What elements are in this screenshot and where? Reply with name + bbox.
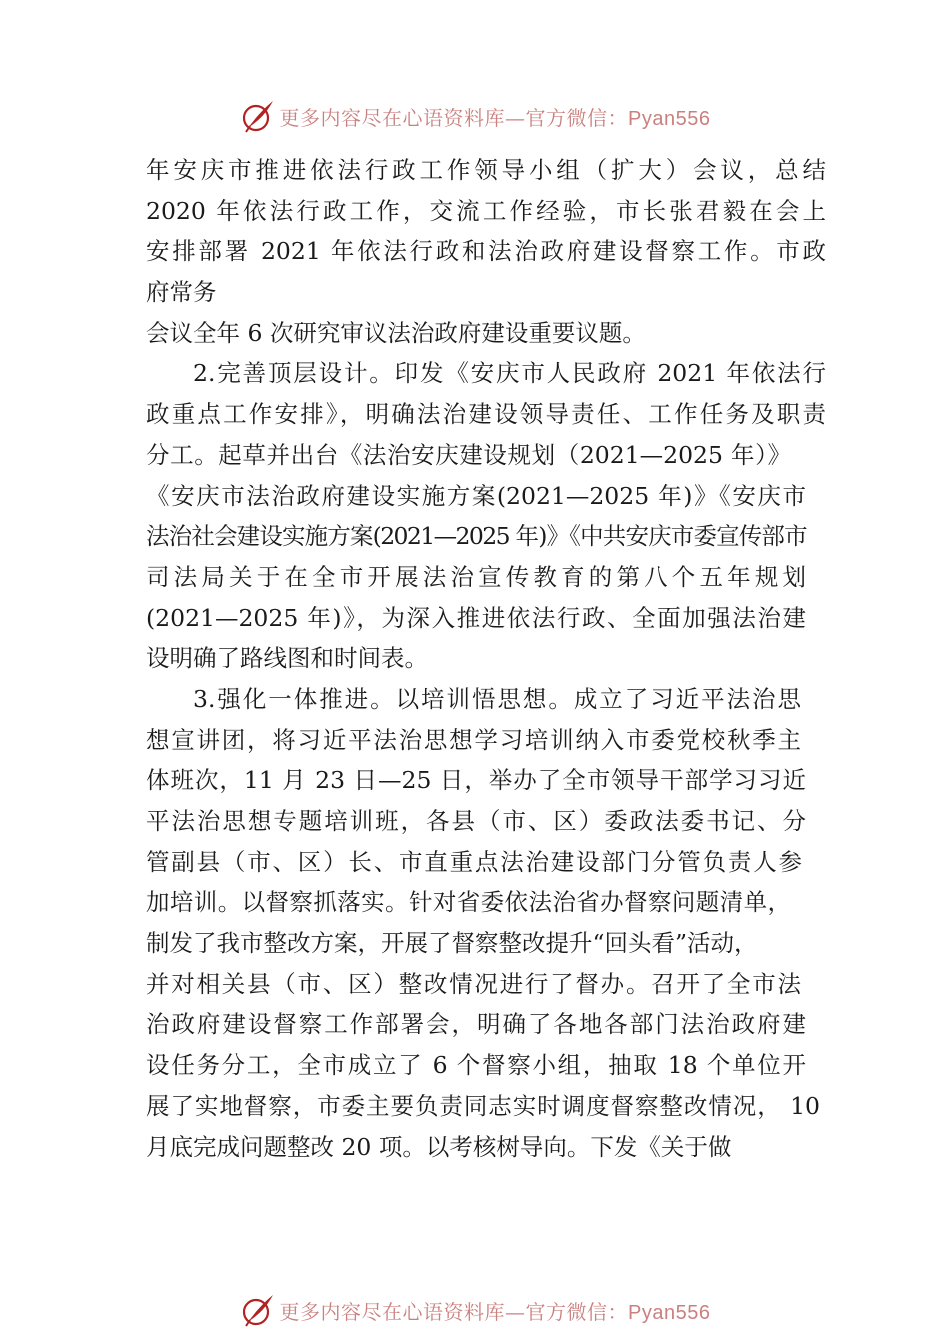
- text-line: 司法局关于在全市开展法治宣传教育的第八个五年规划: [146, 562, 806, 591]
- text-line: 安排部署 2021 年依法行政和法治政府建设督察工作。市政: [146, 237, 826, 266]
- text-line: 年安庆市推进依法行政工作领导小组（扩大）会议，总结: [146, 156, 826, 184]
- wechat-id: Pyan556: [628, 1301, 711, 1324]
- text-line: (2021—2025 年)》，为深入推进依法行政、全面加强法治建: [146, 603, 806, 632]
- text-line: 制发了我市整改方案，开展了督察整改提升“回头看”活动，: [146, 929, 758, 958]
- text-line: 分工。起草并出台《法治安庆建设规划（2021—2025 年）》: [146, 440, 791, 469]
- quill-logo-icon: [240, 1292, 276, 1328]
- text-line: 加培训。以督察抓落实。针对省委依法治省办督察问题清单，: [146, 888, 791, 917]
- text-line: 会议全年 6 次研究审议法治政府建设重要议题。: [146, 318, 646, 347]
- text-line: 治政府建设督察工作部署会，明确了各地各部门法治政府建: [146, 1010, 806, 1039]
- text-line: 设任务分工，全市成立了 6 个督察小组，抽取 18 个单位开: [146, 1051, 806, 1080]
- text-line: 政重点工作安排》，明确法治建设领导责任、工作任务及职责: [146, 400, 826, 429]
- text-line: 管副县（市、区）长、市直重点法治建设部门分管负责人参: [146, 847, 802, 876]
- text-line: 体班次，11 月 23 日—25 日，举办了全市领导干部学习习近: [146, 766, 806, 795]
- banner-text: 更多内容尽在心语资料库—官方微信：: [279, 105, 629, 130]
- text-line: 法治社会建设实施方案(2021—2025 年)》《中共安庆市委宣传部市: [146, 522, 806, 551]
- text-line: 3.强化一体推进。以培训悟思想。成立了习近平法治思: [193, 684, 801, 713]
- text-line: 《安庆市法治政府建设实施方案(2021—2025 年)》《安庆市: [146, 481, 806, 510]
- text-line: 并对相关县（市、区）整改情况进行了督办。召开了全市法: [146, 969, 801, 998]
- text-line: 平法治思想专题培训班，各县（市、区）委政法委书记、分: [146, 807, 806, 835]
- text-line: 2.完善顶层设计。印发《安庆市人民政府 2021 年依法行: [193, 359, 826, 388]
- text-line: 2020 年依法行政工作，交流工作经验，市长张君毅在会上: [146, 196, 826, 225]
- banner-text: 更多内容尽在心语资料库—官方微信：: [279, 1299, 629, 1324]
- document-body: [146, 150, 826, 1167]
- header-banner: [0, 96, 950, 136]
- text-line: 设明确了路线图和时间表。: [146, 644, 428, 673]
- text-line: 想宣讲团，将习近平法治思想学习培训纳入市委党校秋季主: [146, 725, 801, 754]
- quill-logo-icon: [240, 98, 276, 134]
- wechat-id: Pyan556: [628, 107, 711, 130]
- text-line: 月底完成问题整改 20 项。以考核树导向。下发《关于做: [146, 1132, 732, 1161]
- footer-banner: [0, 1290, 950, 1330]
- text-line: 展了实地督察，市委主要负责同志实时调度督察整改情况， 10: [146, 1091, 820, 1120]
- text-line: 府常务: [146, 278, 217, 307]
